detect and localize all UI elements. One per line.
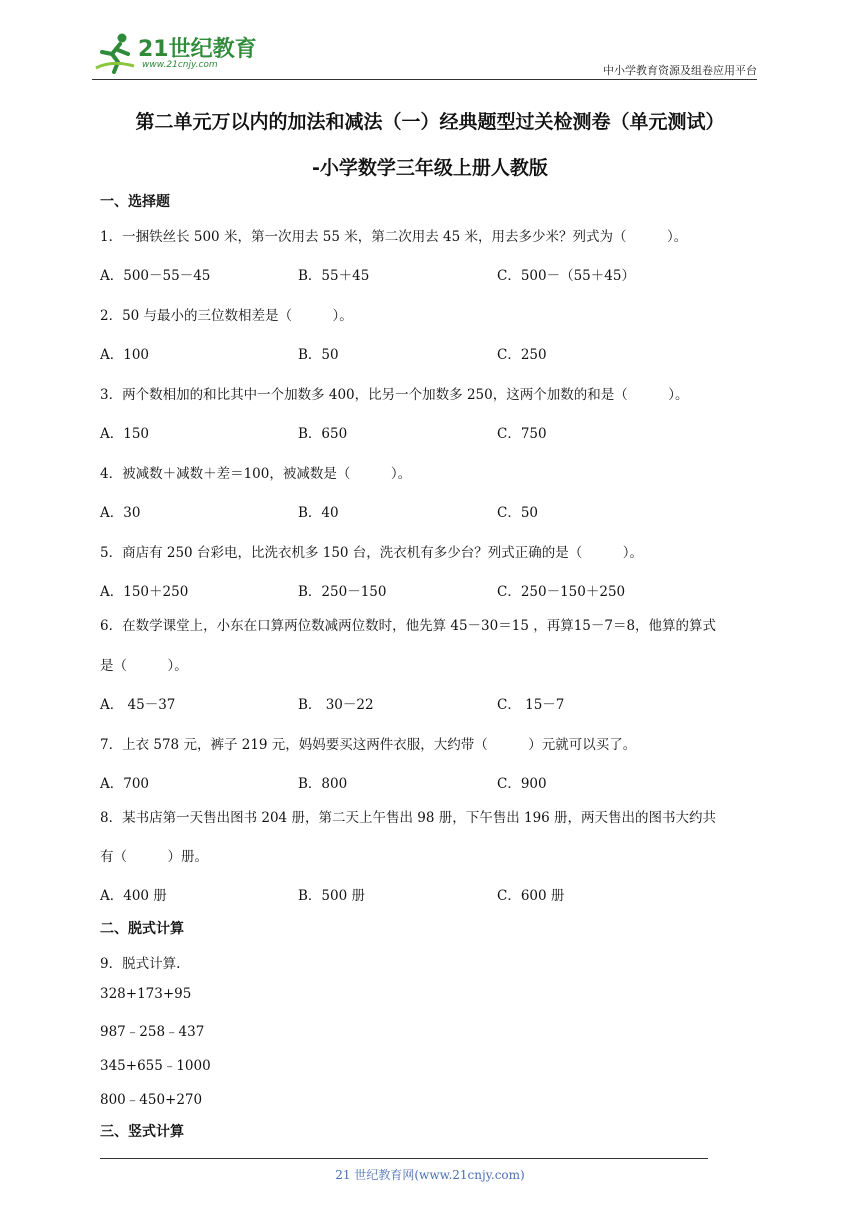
option-a: A．100 xyxy=(100,347,150,363)
calc-item: 345+655﹣1000 xyxy=(100,1058,211,1074)
option-b: B．50 xyxy=(298,347,339,363)
option-a: A．400 册 xyxy=(100,888,167,904)
calc-item: 328+173+95 xyxy=(100,986,192,1002)
section-heading-choice: 一、选择题 xyxy=(100,194,170,210)
option-c: C． 15－7 xyxy=(497,697,565,713)
footer-text[interactable]: 21 世纪教育网(www.21cnjy.com) xyxy=(335,1168,525,1182)
option-a: A．150 xyxy=(100,426,150,442)
calc-item: 987﹣258﹣437 xyxy=(100,1024,205,1040)
question-stem: 2．50 与最小的三位数相差是（ ）。 xyxy=(100,308,353,324)
question-stem: 5．商店有 250 台彩电，比洗衣机多 150 台，洗衣机有多少台？列式正确的是（ ）。 xyxy=(100,545,644,561)
option-c: C．500－（55＋45） xyxy=(497,268,635,284)
logo-url: www.21cnjy.com xyxy=(142,60,218,70)
option-a: A．500－55－45 xyxy=(100,268,211,284)
question-stem: 9．脱式计算. xyxy=(100,956,181,972)
question-stem: 6．在数学课堂上，小东在口算两位数减两位数时，他先算 45－30＝15 ，再算15－7＝8，他算的算式 xyxy=(100,618,717,634)
option-b: B．40 xyxy=(298,505,339,521)
option-c: C．750 xyxy=(497,426,547,442)
option-b: B．250－150 xyxy=(298,584,387,600)
option-b: B．500 册 xyxy=(298,888,365,904)
option-c: C．50 xyxy=(497,505,539,521)
option-a: A．700 xyxy=(100,776,150,792)
question-stem: 8．某书店第一天售出图书 204 册，第二天上午售出 98 册，下午售出 196 册，两天售出的图书大约共 xyxy=(100,810,717,826)
option-a: A．30 xyxy=(100,505,141,521)
option-b: B． 30－22 xyxy=(298,697,374,713)
section-heading-vertical: 三、竖式计算 xyxy=(100,1124,184,1140)
question-stem: 7．上衣 578 元，裤子 219 元，妈妈要买这两件衣服，大约带（ ）元就可以买了。 xyxy=(100,737,637,753)
option-a: A． 45－37 xyxy=(100,697,176,713)
question-stem-continued: 有（ ）册。 xyxy=(100,849,208,865)
option-c: C．900 xyxy=(497,776,547,792)
question-stem: 4．被减数＋减数＋差＝100，被减数是（ ）。 xyxy=(100,466,412,482)
page-title-line1: 第二单元万以内的加法和减法（一）经典题型过关检测卷（单元测试） xyxy=(135,111,725,133)
logo-text: 21世纪教育 xyxy=(138,37,257,62)
footer-divider xyxy=(100,1158,708,1159)
page-header xyxy=(92,28,757,80)
calc-item: 800﹣450+270 xyxy=(100,1092,203,1108)
header-divider xyxy=(92,79,757,80)
platform-name: 中小学教育资源及组卷应用平台 xyxy=(603,64,757,77)
option-a: A．150＋250 xyxy=(100,584,189,600)
option-b: B．55＋45 xyxy=(298,268,370,284)
page-title-line2: -小学数学三年级上册人教版 xyxy=(312,157,548,179)
logo xyxy=(92,30,262,76)
question-stem-continued: 是（ ）。 xyxy=(100,658,188,674)
option-c: C．600 册 xyxy=(497,888,565,904)
runner-icon xyxy=(92,30,138,76)
option-c: C．250－150＋250 xyxy=(497,584,626,600)
section-heading-calc: 二、脱式计算 xyxy=(100,921,184,937)
option-b: B．800 xyxy=(298,776,348,792)
option-c: C．250 xyxy=(497,347,547,363)
question-stem: 3．两个数相加的和比其中一个加数多 400，比另一个加数多 250，这两个加数的和是（ ）。 xyxy=(100,387,689,403)
option-b: B．650 xyxy=(298,426,348,442)
question-stem: 1．一捆铁丝长 500 米，第一次用去 55 米，第二次用去 45 米，用去多少米？列式为（ ）。 xyxy=(100,229,688,245)
